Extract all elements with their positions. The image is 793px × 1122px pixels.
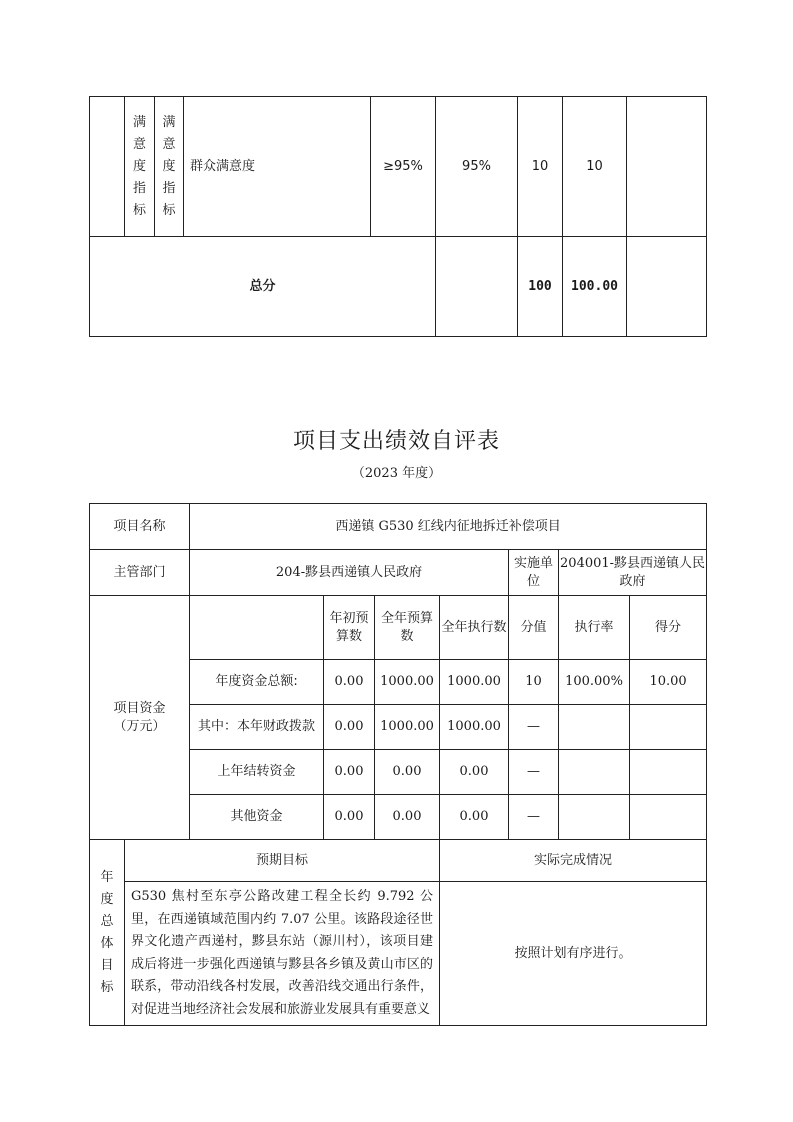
header-score: 得分 xyxy=(630,596,707,660)
header-annual-exec: 全年执行数 xyxy=(440,596,509,660)
blank-cell xyxy=(90,97,125,237)
row-label: 其中：本年财政拨款 xyxy=(190,705,324,750)
level2-indicator: 满 意 度 指 标 xyxy=(155,97,184,237)
row-label: 其他资金 xyxy=(190,795,324,840)
satisfaction-table xyxy=(89,96,707,337)
target-value: ≥95% xyxy=(371,97,436,237)
level1-indicator: 满 意 度 指 标 xyxy=(125,97,155,237)
project-name-row xyxy=(90,504,707,550)
unit-label: 实施单位 xyxy=(509,550,559,596)
header-exec-rate: 执行率 xyxy=(559,596,630,660)
rate-value xyxy=(559,705,630,750)
initial-value: 0.00 xyxy=(324,660,375,705)
dept-label: 主管部门 xyxy=(90,550,190,596)
score-value: 10 xyxy=(563,97,627,237)
weight-value: — xyxy=(509,795,559,840)
actual-completion-text: 按照计划有序进行。 xyxy=(440,882,707,1026)
initial-value: 0.00 xyxy=(324,750,375,795)
actual-value: 95% xyxy=(436,97,518,237)
row-label: 年度资金总额: xyxy=(190,660,324,705)
row-label: 上年结转资金 xyxy=(190,750,324,795)
score-value xyxy=(630,705,707,750)
blank-cell xyxy=(627,237,707,337)
budget-value: 1000.00 xyxy=(375,705,440,750)
project-name-label: 项目名称 xyxy=(90,504,190,550)
page-title: 项目支出绩效自评表 xyxy=(292,429,500,454)
funds-unit: （万元） xyxy=(113,718,166,734)
budget-value: 1000.00 xyxy=(375,660,440,705)
rate-value xyxy=(559,750,630,795)
blank-cell xyxy=(436,237,518,337)
expected-goal-header: 预期目标 xyxy=(125,840,440,882)
annual-goal-label: 年 度 总 体 目 标 xyxy=(90,840,125,1026)
blank-cell xyxy=(190,596,324,660)
blank-cell xyxy=(627,97,707,237)
exec-value: 0.00 xyxy=(440,750,509,795)
rate-value: 100.00% xyxy=(559,660,630,705)
weight-value: 10 xyxy=(509,660,559,705)
budget-value: 0.00 xyxy=(375,750,440,795)
header-annual-budget: 全年预算数 xyxy=(375,596,440,660)
dept-value: 204-黟县西递镇人民政府 xyxy=(190,550,509,596)
department-row xyxy=(90,550,707,596)
funds-label xyxy=(90,596,190,840)
initial-value: 0.00 xyxy=(324,795,375,840)
weight-value: — xyxy=(509,705,559,750)
expected-goal-text: G530 焦村至东亭公路改建工程全长约 9.792 公里，在西递镇域范围内约 7.07 公里。该路段途径世界文化遗产西递村，黟县东站（源川村），该项目建成后将进一步强化西递镇与黟县各乡镇及黄山市区的联系，带动沿线各村发展，改善沿线交通出行条件，对促进当地经济社会发展和旅游业发展具有重要意义 xyxy=(125,882,440,1026)
score-value xyxy=(630,750,707,795)
budget-value: 0.00 xyxy=(375,795,440,840)
goal-content-row xyxy=(90,882,707,1026)
total-row xyxy=(90,237,707,337)
actual-completion-header: 实际完成情况 xyxy=(440,840,707,882)
funds-label-text: 项目资金 xyxy=(113,700,166,716)
page-subtitle: （2023 年度） xyxy=(351,466,442,481)
total-weight: 100 xyxy=(518,237,563,337)
exec-value: 1000.00 xyxy=(440,660,509,705)
score-value xyxy=(630,795,707,840)
initial-value: 0.00 xyxy=(324,705,375,750)
total-label: 总分 xyxy=(90,237,436,337)
goal-header-row xyxy=(90,840,707,882)
project-name: 西递镇 G530 红线内征地拆迁补偿项目 xyxy=(190,504,707,550)
unit-value: 204001-黟县西递镇人民政府 xyxy=(559,550,707,596)
total-score: 100.00 xyxy=(563,237,627,337)
header-initial-budget: 年初预算数 xyxy=(324,596,375,660)
exec-value: 0.00 xyxy=(440,795,509,840)
weight-value: — xyxy=(509,750,559,795)
weight-value: 10 xyxy=(518,97,563,237)
header-weight: 分值 xyxy=(509,596,559,660)
score-value: 10.00 xyxy=(630,660,707,705)
rate-value xyxy=(559,795,630,840)
satisfaction-row xyxy=(90,97,707,237)
performance-table xyxy=(89,503,707,1026)
funds-header-row xyxy=(90,596,707,660)
exec-value: 1000.00 xyxy=(440,705,509,750)
indicator-name: 群众满意度 xyxy=(184,97,371,237)
